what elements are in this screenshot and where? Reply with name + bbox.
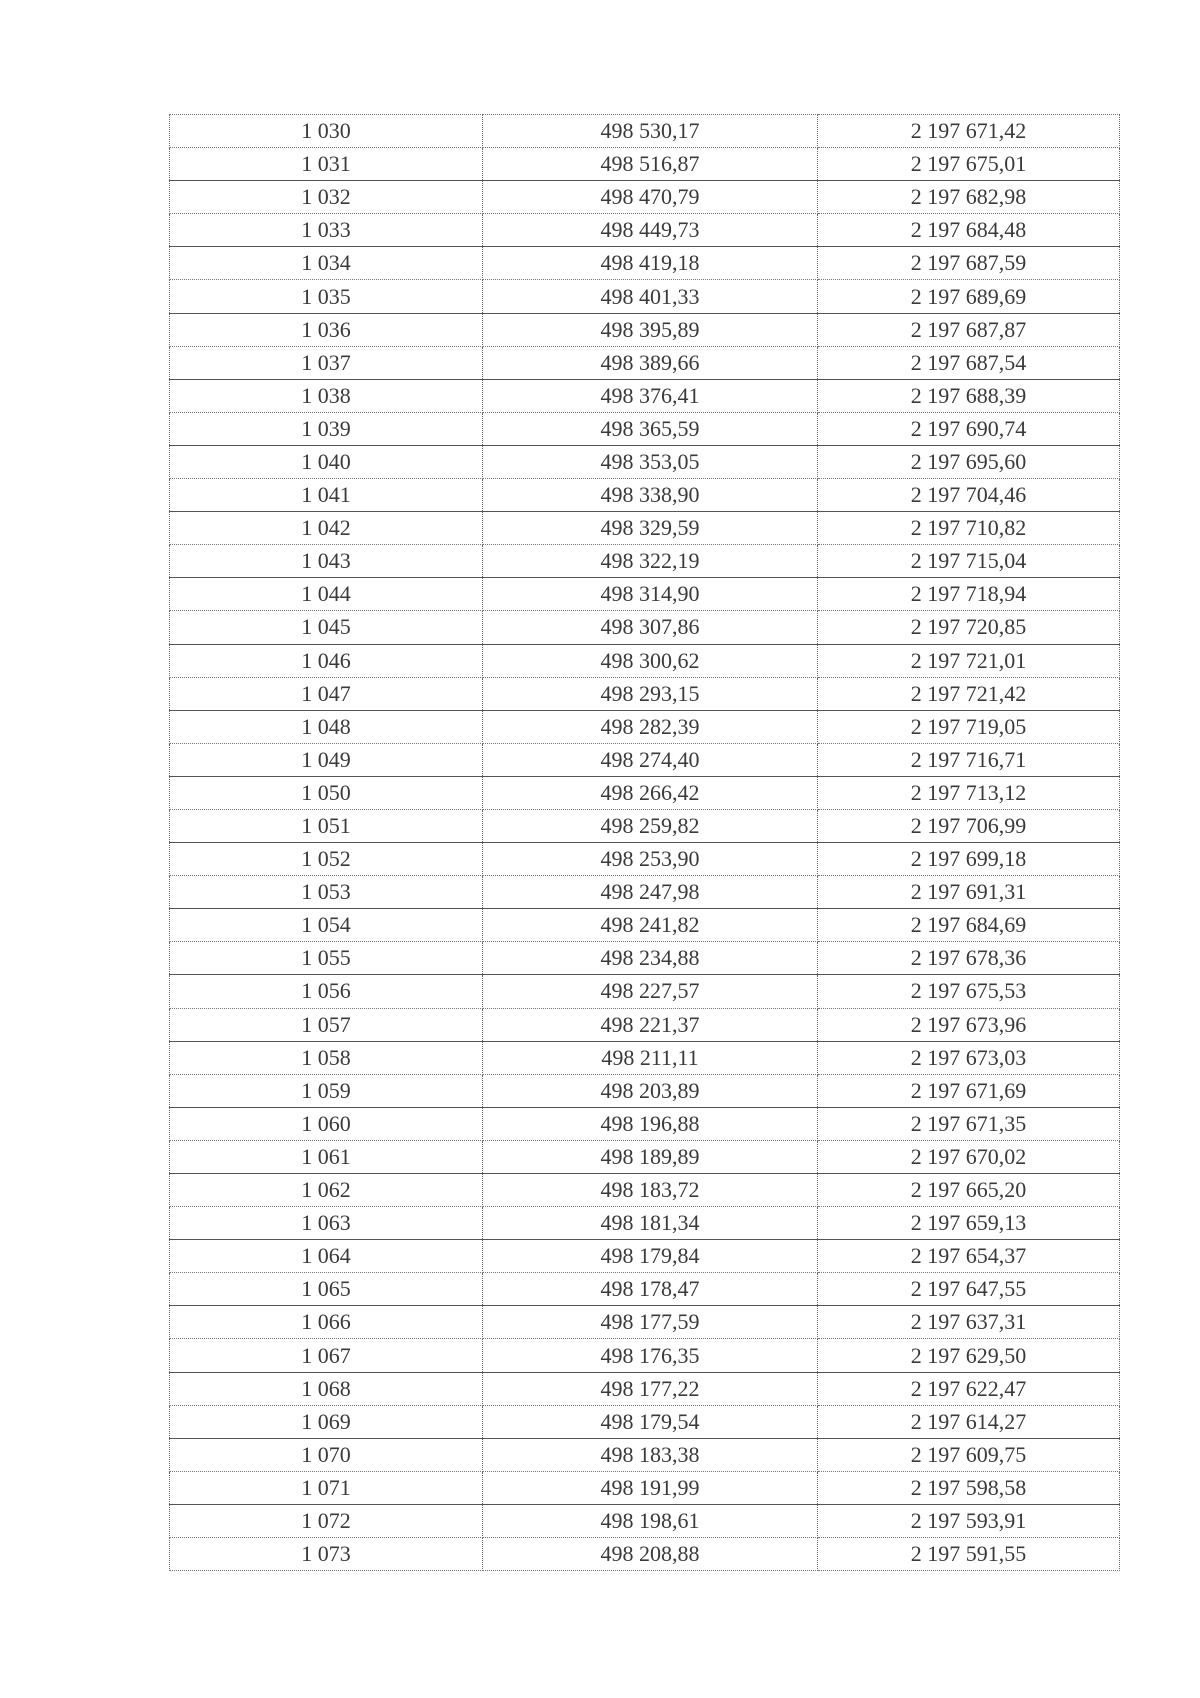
x-coordinate-cell: 498 203,89 <box>483 1074 818 1107</box>
y-coordinate-cell: 2 197 670,02 <box>818 1140 1120 1173</box>
y-coordinate-cell: 2 197 713,12 <box>818 776 1120 809</box>
coordinates-table <box>169 114 1120 1571</box>
table-row <box>170 148 1120 181</box>
point-number-cell: 1 068 <box>170 1372 483 1405</box>
x-coordinate-cell: 498 307,86 <box>483 611 818 644</box>
table-row <box>170 115 1120 148</box>
x-coordinate-cell: 498 196,88 <box>483 1107 818 1140</box>
y-coordinate-cell: 2 197 593,91 <box>818 1504 1120 1537</box>
point-number-cell: 1 055 <box>170 942 483 975</box>
y-coordinate-cell: 2 197 699,18 <box>818 843 1120 876</box>
point-number-cell: 1 047 <box>170 677 483 710</box>
point-number-cell: 1 059 <box>170 1074 483 1107</box>
table-row <box>170 942 1120 975</box>
table-row <box>170 1405 1120 1438</box>
y-coordinate-cell: 2 197 704,46 <box>818 479 1120 512</box>
table-row <box>170 379 1120 412</box>
x-coordinate-cell: 498 247,98 <box>483 876 818 909</box>
x-coordinate-cell: 498 401,33 <box>483 280 818 313</box>
y-coordinate-cell: 2 197 718,94 <box>818 578 1120 611</box>
y-coordinate-cell: 2 197 687,54 <box>818 346 1120 379</box>
y-coordinate-cell: 2 197 673,96 <box>818 1008 1120 1041</box>
point-number-cell: 1 054 <box>170 909 483 942</box>
x-coordinate-cell: 498 329,59 <box>483 512 818 545</box>
x-coordinate-cell: 498 419,18 <box>483 247 818 280</box>
x-coordinate-cell: 498 241,82 <box>483 909 818 942</box>
table-row <box>170 1174 1120 1207</box>
y-coordinate-cell: 2 197 688,39 <box>818 379 1120 412</box>
table-row <box>170 611 1120 644</box>
table-row <box>170 1074 1120 1107</box>
table-row <box>170 1140 1120 1173</box>
x-coordinate-cell: 498 198,61 <box>483 1504 818 1537</box>
point-number-cell: 1 053 <box>170 876 483 909</box>
table-row <box>170 1471 1120 1504</box>
y-coordinate-cell: 2 197 671,69 <box>818 1074 1120 1107</box>
x-coordinate-cell: 498 211,11 <box>483 1041 818 1074</box>
y-coordinate-cell: 2 197 716,71 <box>818 743 1120 776</box>
point-number-cell: 1 061 <box>170 1140 483 1173</box>
point-number-cell: 1 043 <box>170 545 483 578</box>
point-number-cell: 1 030 <box>170 115 483 148</box>
y-coordinate-cell: 2 197 706,99 <box>818 809 1120 842</box>
x-coordinate-cell: 498 353,05 <box>483 445 818 478</box>
coordinates-table-body <box>170 115 1120 1571</box>
table-row <box>170 1240 1120 1273</box>
y-coordinate-cell: 2 197 598,58 <box>818 1471 1120 1504</box>
y-coordinate-cell: 2 197 721,42 <box>818 677 1120 710</box>
table-row <box>170 247 1120 280</box>
point-number-cell: 1 033 <box>170 214 483 247</box>
point-number-cell: 1 045 <box>170 611 483 644</box>
point-number-cell: 1 040 <box>170 445 483 478</box>
point-number-cell: 1 044 <box>170 578 483 611</box>
y-coordinate-cell: 2 197 715,04 <box>818 545 1120 578</box>
point-number-cell: 1 063 <box>170 1207 483 1240</box>
y-coordinate-cell: 2 197 647,55 <box>818 1273 1120 1306</box>
y-coordinate-cell: 2 197 720,85 <box>818 611 1120 644</box>
x-coordinate-cell: 498 389,66 <box>483 346 818 379</box>
y-coordinate-cell: 2 197 675,53 <box>818 975 1120 1008</box>
point-number-cell: 1 072 <box>170 1504 483 1537</box>
point-number-cell: 1 037 <box>170 346 483 379</box>
table-row <box>170 644 1120 677</box>
y-coordinate-cell: 2 197 665,20 <box>818 1174 1120 1207</box>
y-coordinate-cell: 2 197 684,48 <box>818 214 1120 247</box>
x-coordinate-cell: 498 365,59 <box>483 412 818 445</box>
y-coordinate-cell: 2 197 721,01 <box>818 644 1120 677</box>
table-row <box>170 677 1120 710</box>
point-number-cell: 1 070 <box>170 1438 483 1471</box>
x-coordinate-cell: 498 179,84 <box>483 1240 818 1273</box>
point-number-cell: 1 032 <box>170 181 483 214</box>
x-coordinate-cell: 498 530,17 <box>483 115 818 148</box>
table-row <box>170 975 1120 1008</box>
table-row <box>170 1339 1120 1372</box>
x-coordinate-cell: 498 179,54 <box>483 1405 818 1438</box>
y-coordinate-cell: 2 197 678,36 <box>818 942 1120 975</box>
x-coordinate-cell: 498 282,39 <box>483 710 818 743</box>
point-number-cell: 1 035 <box>170 280 483 313</box>
y-coordinate-cell: 2 197 682,98 <box>818 181 1120 214</box>
y-coordinate-cell: 2 197 687,87 <box>818 313 1120 346</box>
point-number-cell: 1 066 <box>170 1306 483 1339</box>
table-row <box>170 1504 1120 1537</box>
table-row <box>170 743 1120 776</box>
x-coordinate-cell: 498 274,40 <box>483 743 818 776</box>
point-number-cell: 1 050 <box>170 776 483 809</box>
y-coordinate-cell: 2 197 675,01 <box>818 148 1120 181</box>
point-number-cell: 1 060 <box>170 1107 483 1140</box>
table-row <box>170 545 1120 578</box>
x-coordinate-cell: 498 189,89 <box>483 1140 818 1173</box>
y-coordinate-cell: 2 197 654,37 <box>818 1240 1120 1273</box>
y-coordinate-cell: 2 197 687,59 <box>818 247 1120 280</box>
point-number-cell: 1 031 <box>170 148 483 181</box>
x-coordinate-cell: 498 177,22 <box>483 1372 818 1405</box>
table-row <box>170 876 1120 909</box>
table-row <box>170 1372 1120 1405</box>
point-number-cell: 1 071 <box>170 1471 483 1504</box>
x-coordinate-cell: 498 183,38 <box>483 1438 818 1471</box>
table-row <box>170 776 1120 809</box>
table-row <box>170 346 1120 379</box>
point-number-cell: 1 041 <box>170 479 483 512</box>
table-row <box>170 479 1120 512</box>
point-number-cell: 1 038 <box>170 379 483 412</box>
x-coordinate-cell: 498 227,57 <box>483 975 818 1008</box>
point-number-cell: 1 051 <box>170 809 483 842</box>
x-coordinate-cell: 498 376,41 <box>483 379 818 412</box>
y-coordinate-cell: 2 197 673,03 <box>818 1041 1120 1074</box>
x-coordinate-cell: 498 176,35 <box>483 1339 818 1372</box>
table-row <box>170 1107 1120 1140</box>
y-coordinate-cell: 2 197 671,42 <box>818 115 1120 148</box>
y-coordinate-cell: 2 197 671,35 <box>818 1107 1120 1140</box>
table-row <box>170 843 1120 876</box>
x-coordinate-cell: 498 259,82 <box>483 809 818 842</box>
table-row <box>170 214 1120 247</box>
point-number-cell: 1 069 <box>170 1405 483 1438</box>
point-number-cell: 1 052 <box>170 843 483 876</box>
point-number-cell: 1 065 <box>170 1273 483 1306</box>
x-coordinate-cell: 498 470,79 <box>483 181 818 214</box>
table-row <box>170 1041 1120 1074</box>
x-coordinate-cell: 498 234,88 <box>483 942 818 975</box>
table-row <box>170 412 1120 445</box>
y-coordinate-cell: 2 197 622,47 <box>818 1372 1120 1405</box>
table-row <box>170 1207 1120 1240</box>
x-coordinate-cell: 498 183,72 <box>483 1174 818 1207</box>
table-row <box>170 445 1120 478</box>
y-coordinate-cell: 2 197 695,60 <box>818 445 1120 478</box>
table-row <box>170 1538 1120 1571</box>
x-coordinate-cell: 498 300,62 <box>483 644 818 677</box>
x-coordinate-cell: 498 253,90 <box>483 843 818 876</box>
point-number-cell: 1 049 <box>170 743 483 776</box>
table-row <box>170 1438 1120 1471</box>
y-coordinate-cell: 2 197 691,31 <box>818 876 1120 909</box>
point-number-cell: 1 046 <box>170 644 483 677</box>
point-number-cell: 1 057 <box>170 1008 483 1041</box>
table-row <box>170 181 1120 214</box>
x-coordinate-cell: 498 516,87 <box>483 148 818 181</box>
table-row <box>170 710 1120 743</box>
point-number-cell: 1 073 <box>170 1538 483 1571</box>
point-number-cell: 1 042 <box>170 512 483 545</box>
x-coordinate-cell: 498 395,89 <box>483 313 818 346</box>
x-coordinate-cell: 498 178,47 <box>483 1273 818 1306</box>
point-number-cell: 1 048 <box>170 710 483 743</box>
y-coordinate-cell: 2 197 591,55 <box>818 1538 1120 1571</box>
table-row <box>170 909 1120 942</box>
y-coordinate-cell: 2 197 684,69 <box>818 909 1120 942</box>
point-number-cell: 1 058 <box>170 1041 483 1074</box>
y-coordinate-cell: 2 197 719,05 <box>818 710 1120 743</box>
y-coordinate-cell: 2 197 629,50 <box>818 1339 1120 1372</box>
x-coordinate-cell: 498 322,19 <box>483 545 818 578</box>
table-row <box>170 1306 1120 1339</box>
point-number-cell: 1 034 <box>170 247 483 280</box>
y-coordinate-cell: 2 197 637,31 <box>818 1306 1120 1339</box>
y-coordinate-cell: 2 197 690,74 <box>818 412 1120 445</box>
table-row <box>170 1273 1120 1306</box>
x-coordinate-cell: 498 266,42 <box>483 776 818 809</box>
x-coordinate-cell: 498 221,37 <box>483 1008 818 1041</box>
x-coordinate-cell: 498 314,90 <box>483 578 818 611</box>
y-coordinate-cell: 2 197 609,75 <box>818 1438 1120 1471</box>
point-number-cell: 1 039 <box>170 412 483 445</box>
x-coordinate-cell: 498 338,90 <box>483 479 818 512</box>
point-number-cell: 1 067 <box>170 1339 483 1372</box>
y-coordinate-cell: 2 197 614,27 <box>818 1405 1120 1438</box>
point-number-cell: 1 036 <box>170 313 483 346</box>
point-number-cell: 1 064 <box>170 1240 483 1273</box>
x-coordinate-cell: 498 191,99 <box>483 1471 818 1504</box>
table-row <box>170 578 1120 611</box>
table-row <box>170 313 1120 346</box>
y-coordinate-cell: 2 197 689,69 <box>818 280 1120 313</box>
y-coordinate-cell: 2 197 710,82 <box>818 512 1120 545</box>
table-row <box>170 280 1120 313</box>
table-row <box>170 512 1120 545</box>
table-row <box>170 1008 1120 1041</box>
point-number-cell: 1 062 <box>170 1174 483 1207</box>
x-coordinate-cell: 498 293,15 <box>483 677 818 710</box>
x-coordinate-cell: 498 181,34 <box>483 1207 818 1240</box>
x-coordinate-cell: 498 208,88 <box>483 1538 818 1571</box>
table-row <box>170 809 1120 842</box>
x-coordinate-cell: 498 449,73 <box>483 214 818 247</box>
x-coordinate-cell: 498 177,59 <box>483 1306 818 1339</box>
y-coordinate-cell: 2 197 659,13 <box>818 1207 1120 1240</box>
point-number-cell: 1 056 <box>170 975 483 1008</box>
